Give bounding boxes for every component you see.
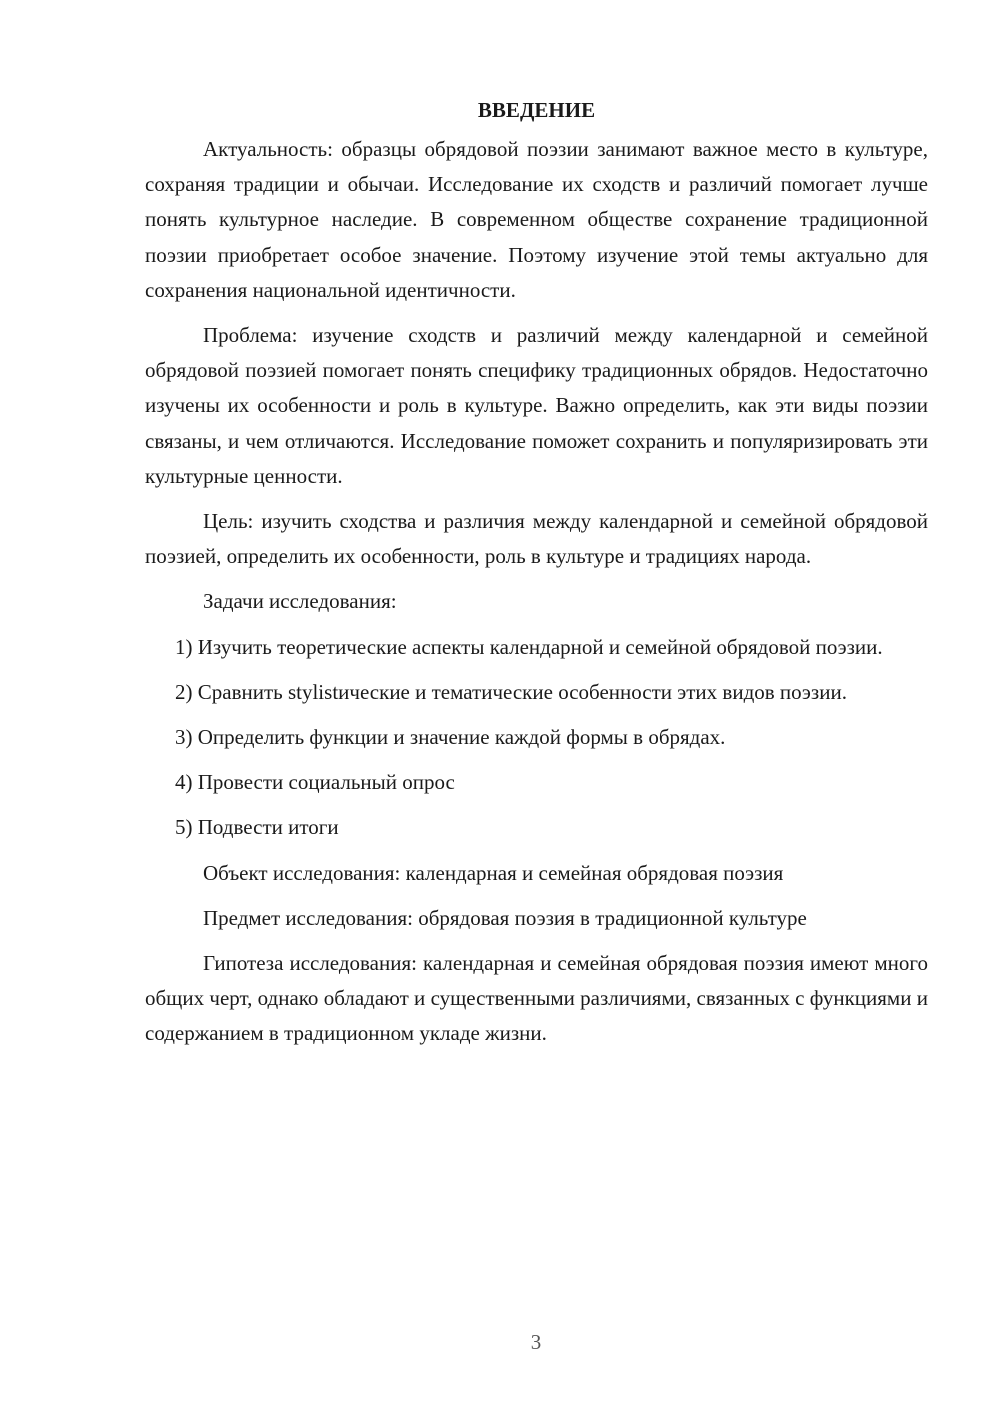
task-item-4: 4) Провести социальный опрос bbox=[175, 770, 455, 795]
page-number: 3 bbox=[530, 1330, 542, 1354]
task-item-1: 1) Изучить теоретические аспекты календарной и семейной обрядовой поэзии. bbox=[175, 634, 883, 659]
paragraph-problem: Проблема: изучение сходств и различий между календарной и семейной обрядовой поэзией помогает понять специфику традиционных обрядов. Недостаточно изучены их особенности и роль в культуре. Важно определить, как эти виды поэзии связаны, и чем отличаются. Исследование поможет сохранить и популяризировать эти культурные ценности. bbox=[145, 323, 928, 488]
task-item-2: 2) Сравнить stylistические и тематические особенности этих видов поэзии. bbox=[175, 679, 847, 704]
task-item-5: 5) Подвести итоги bbox=[175, 815, 339, 840]
task-item-3: 3) Определить функции и значение каждой формы в обрядах. bbox=[175, 725, 726, 750]
research-object: Объект исследования: календарная и семейная обрядовая поэзия bbox=[203, 860, 784, 885]
document-page bbox=[145, 90, 928, 1062]
paragraph-goal: Цель: изучить сходства и различия между календарной и семейной обрядовой поэзией, определить их особенности, роль в культуре и традициях народа. bbox=[145, 509, 928, 569]
paragraph-relevance: Актуальность: образцы обрядовой поэзии занимают важное место в культуре, сохраняя традиции и обычаи. Исследование их сходств и различий помогает лучше понять культурное наследие. В современном обществе сохранение традиционной поэзии приобретает особое значение. Поэтому изучение этой темы актуально для сохранения национальной идентичности. bbox=[145, 137, 928, 302]
section-title: ВВЕДЕНИЕ bbox=[477, 98, 596, 122]
research-hypothesis: Гипотеза исследования: календарная и семейная обрядовая поэзия имеют много общих черт, однако обладают и существенными различиями, связанных с функциями и содержанием в традиционном укладе жизни. bbox=[145, 951, 928, 1046]
research-subject: Предмет исследования: обрядовая поэзия в традиционной культуре bbox=[203, 905, 807, 930]
tasks-heading: Задачи исследования: bbox=[203, 589, 397, 614]
